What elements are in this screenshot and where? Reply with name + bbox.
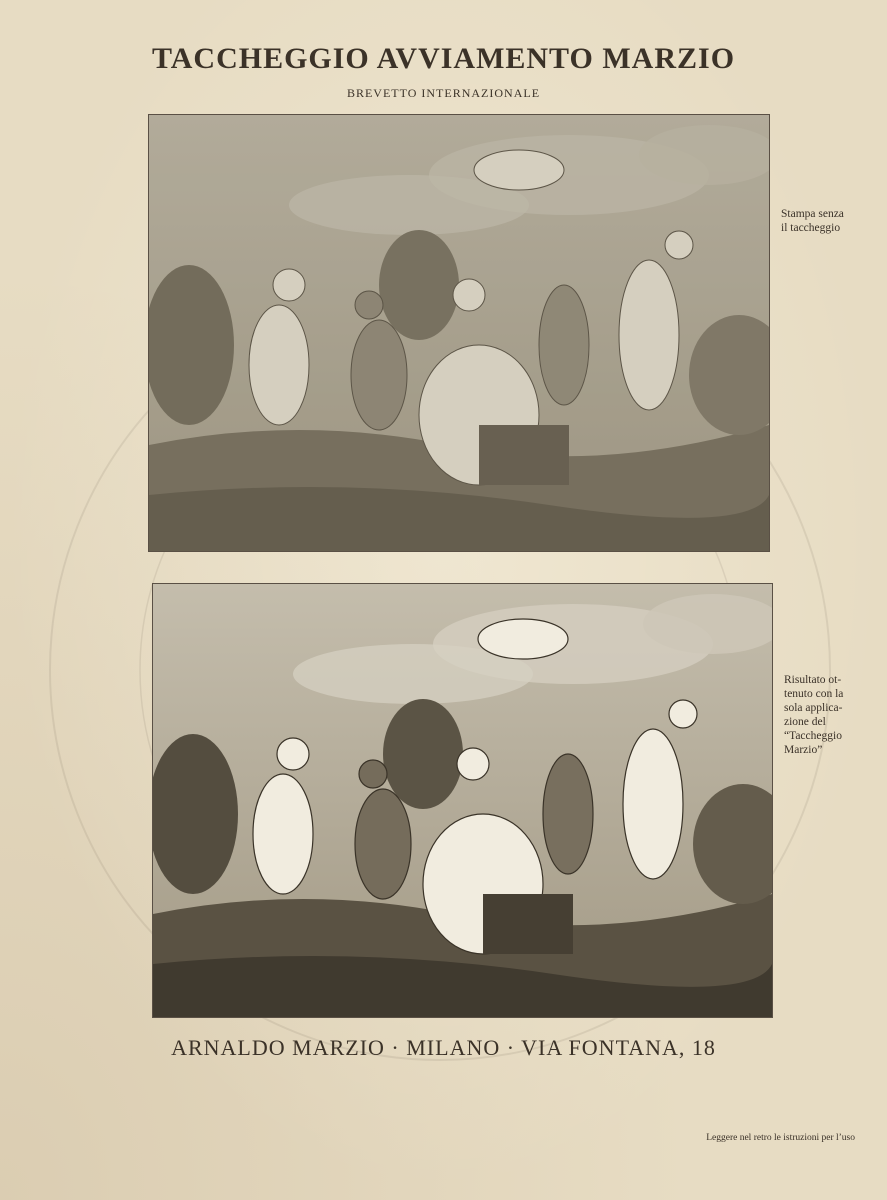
caption-without-taccheggio: Stampa senza il taccheggio xyxy=(781,208,844,234)
allegorical-scene-illustration xyxy=(153,584,772,1017)
caption-with-taccheggio: Risultato ot- tenuto con la sola applica- zione del “Taccheggio Marzio” xyxy=(784,674,844,756)
plate-image-without-taccheggio xyxy=(148,114,770,552)
instructions-note: Leggere nel retro le istruzioni per l’uso xyxy=(706,1133,855,1143)
plate-image-with-taccheggio xyxy=(152,583,773,1018)
allegorical-scene-illustration xyxy=(149,115,769,551)
page-subtitle: BREVETTO INTERNAZIONALE xyxy=(346,86,541,100)
page-title: TACCHEGGIO AVVIAMENTO MARZIO xyxy=(151,42,736,75)
publisher-address: ARNALDO MARZIO · MILANO · VIA FONTANA, 18 xyxy=(171,1035,716,1060)
